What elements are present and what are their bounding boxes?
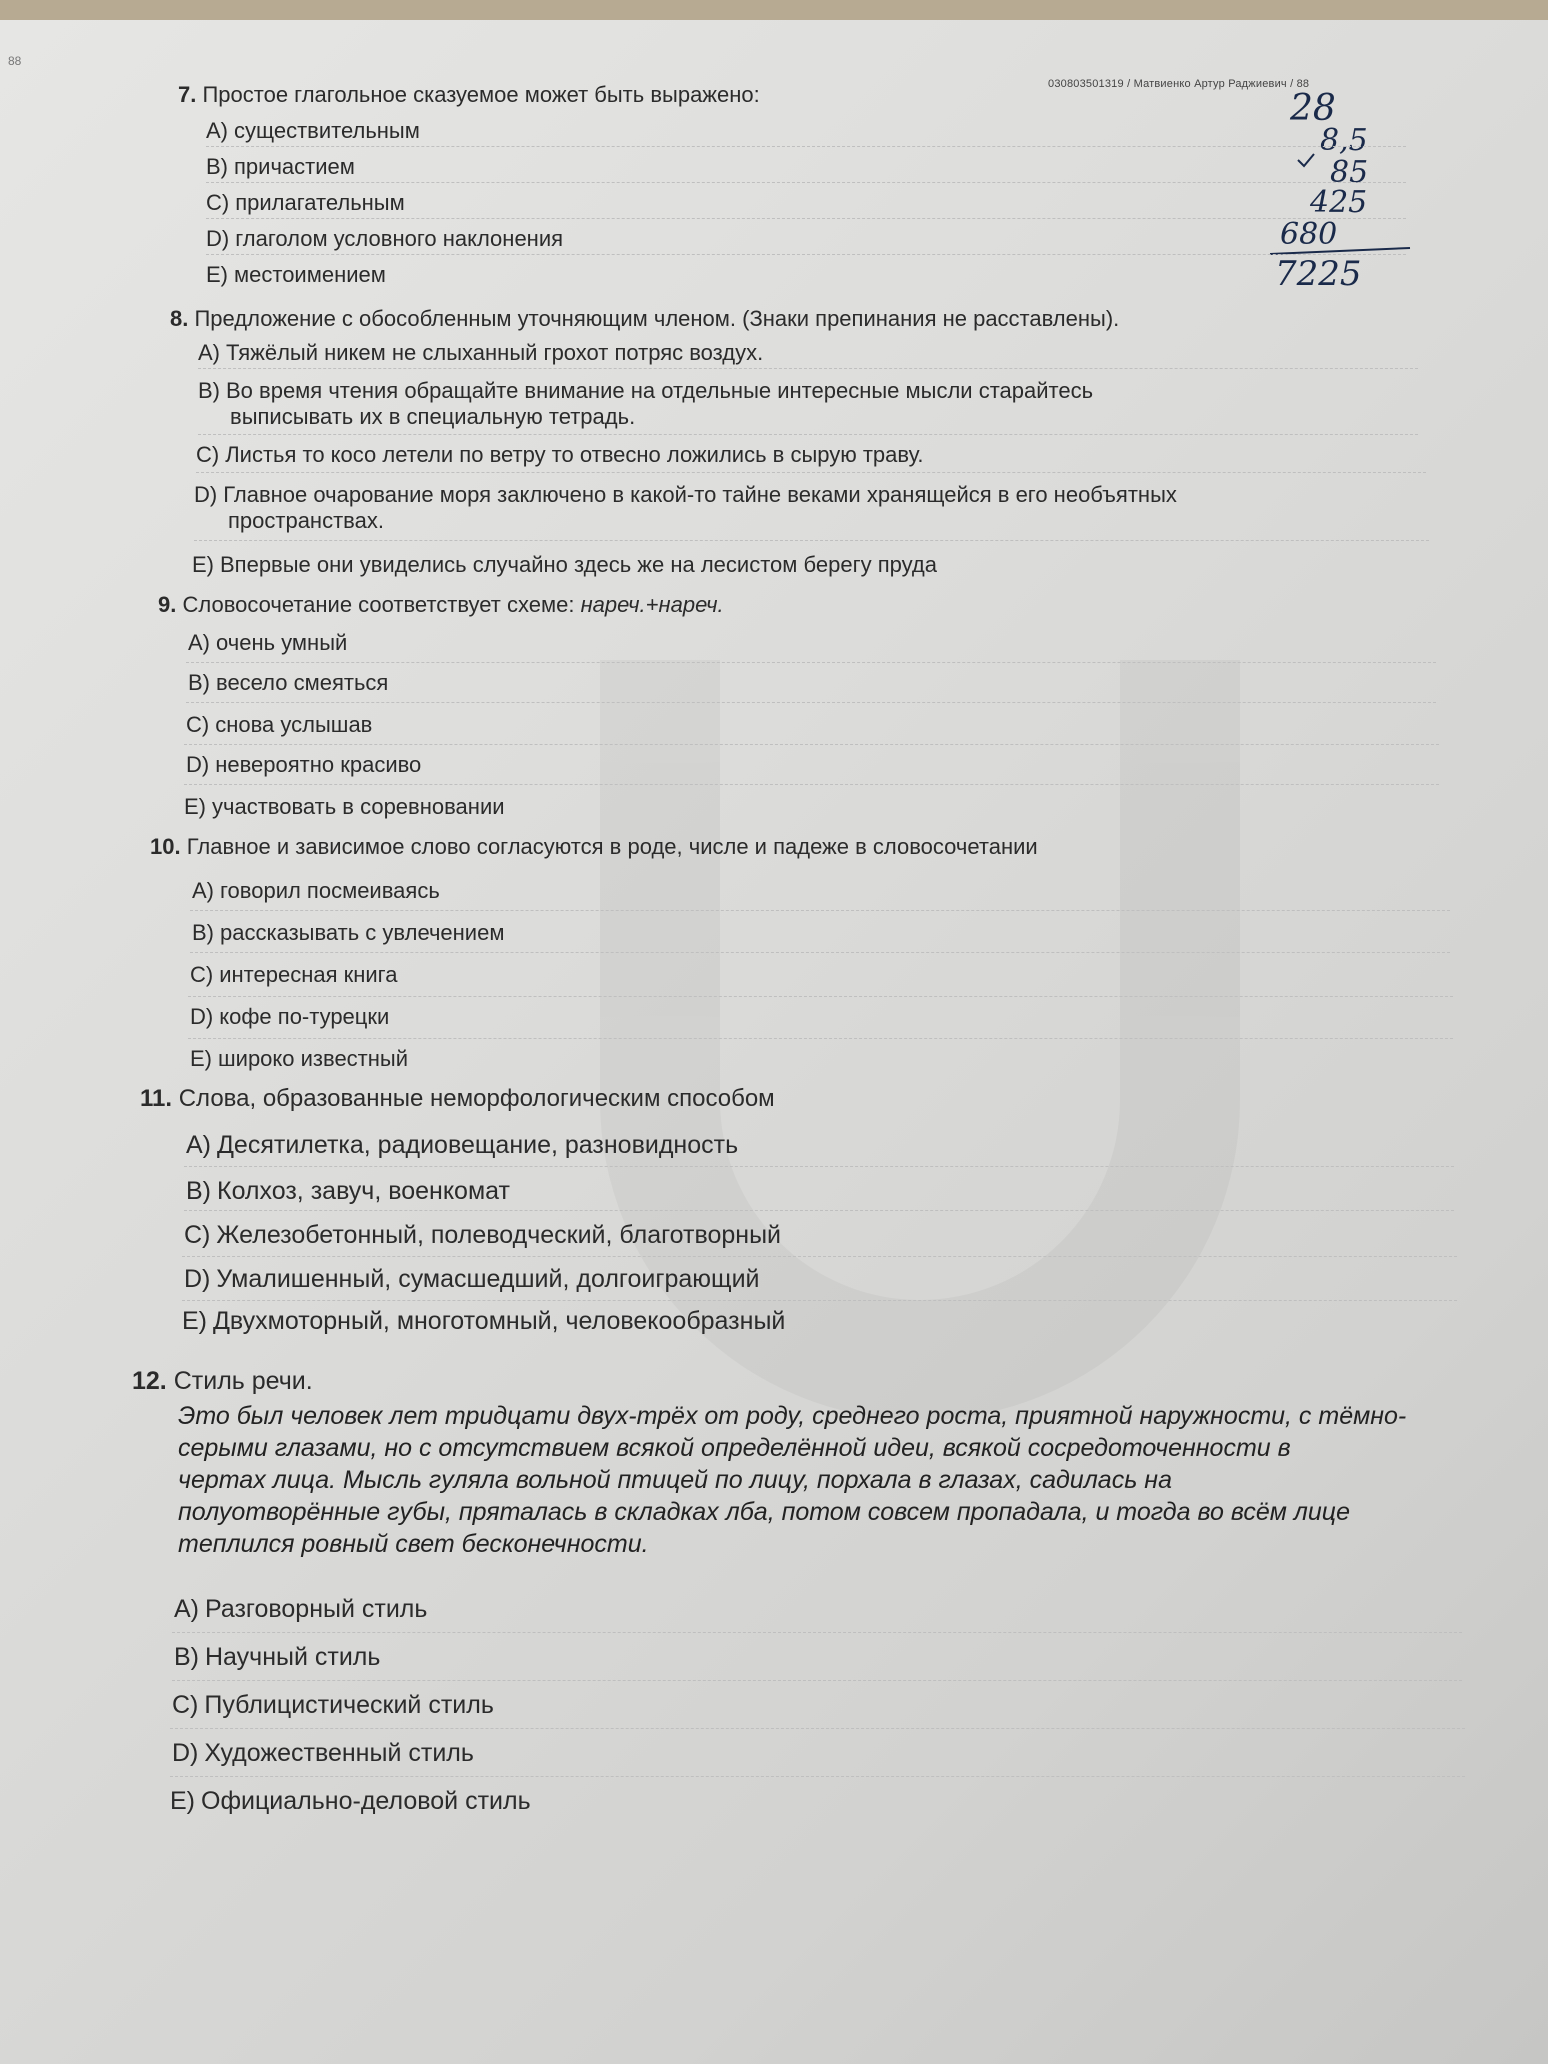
option-letter: E) [192, 552, 214, 577]
option-text: снова услышав [215, 712, 373, 737]
option-text: Научный стиль [205, 1643, 381, 1671]
option-12c[interactable] [172, 1690, 494, 1720]
question-9 [158, 592, 724, 618]
option-letter: B) [188, 670, 210, 695]
divider [206, 146, 1406, 147]
divider [190, 952, 1450, 953]
option-text: невероятно красиво [215, 752, 422, 777]
divider [186, 702, 1436, 703]
option-7b[interactable] [206, 154, 355, 180]
divider [184, 744, 1439, 745]
option-11e[interactable] [182, 1306, 785, 1336]
question-number: 10. [150, 834, 181, 859]
question-text: Предложение с обособленным уточняющим членом. (Знаки препинания не расставлены). [194, 306, 1120, 331]
option-letter: C) [206, 190, 230, 215]
divider [206, 182, 1406, 183]
option-text: прилагательным [235, 190, 405, 215]
option-letter: B) [174, 1643, 199, 1671]
option-text: Публицистический стиль [204, 1691, 494, 1719]
option-12b[interactable] [174, 1642, 380, 1672]
passage-line-1: Это был человек лет тридцати двух-трёх от роду, среднего роста, приятной наружности, с тёмно- [178, 1402, 1407, 1430]
hw-line-2: 8,5 [1320, 123, 1368, 158]
option-8a[interactable] [198, 340, 763, 366]
option-letter: A) [188, 630, 210, 655]
option-text: кофе по-турецки [219, 1004, 390, 1029]
option-letter: C) [186, 712, 210, 737]
divider [206, 254, 1406, 255]
divider [182, 1300, 1457, 1301]
hw-check-mark [1298, 154, 1314, 166]
divider [184, 1166, 1454, 1167]
divider [172, 1632, 1462, 1633]
option-letter: E) [170, 1787, 195, 1815]
option-7d[interactable] [206, 226, 563, 252]
option-12e[interactable] [170, 1786, 531, 1816]
option-text: глаголом условного наклонения [235, 226, 564, 251]
option-9a[interactable] [188, 630, 347, 656]
option-letter: B) [192, 920, 214, 945]
option-12a[interactable] [174, 1594, 427, 1624]
question-scheme: нареч.+нареч. [580, 592, 724, 617]
hw-line-1: 28 [1290, 90, 1336, 129]
divider [206, 218, 1406, 219]
literary-passage [178, 1368, 1478, 1560]
divider [172, 1680, 1462, 1681]
option-letter: A) [206, 118, 228, 143]
student-id-header: 030803501319 / Матвиенко Артур Раджиевич / 88 [1048, 78, 1310, 90]
option-text: интересная книга [219, 962, 398, 987]
hw-line-6: 7225 [1275, 254, 1362, 294]
question-text: Словосочетание соответствует схеме: [182, 592, 581, 617]
question-8 [170, 306, 1119, 332]
passage-line-4: полуотворённые губы, пряталась в складках лба, потом совсем пропадала, и тогда во всём лице [178, 1498, 1351, 1526]
option-text: причастием [234, 154, 355, 179]
option-text: существительным [234, 118, 420, 143]
option-letter: B) [198, 378, 220, 403]
option-letter: E) [184, 794, 206, 819]
option-11b[interactable] [186, 1176, 510, 1206]
handwriting-svg [1270, 90, 1420, 310]
option-letter: C) [184, 1221, 211, 1249]
option-10e[interactable] [190, 1046, 408, 1072]
option-letter: B) [206, 154, 228, 179]
option-letter: A) [186, 1131, 211, 1159]
option-letter: C) [196, 442, 220, 467]
option-10b[interactable] [192, 920, 504, 946]
question-11 [140, 1084, 775, 1114]
option-8e[interactable] [192, 552, 937, 578]
question-number: 8. [170, 306, 189, 331]
option-7e[interactable] [206, 262, 386, 288]
option-11a[interactable] [186, 1130, 738, 1160]
option-11d[interactable] [184, 1264, 760, 1294]
option-letter: B) [186, 1177, 211, 1205]
option-letter: A) [192, 878, 214, 903]
option-letter: E) [206, 262, 228, 287]
option-12d[interactable] [172, 1738, 474, 1768]
divider [186, 662, 1436, 663]
option-text: широко известный [218, 1046, 409, 1071]
option-letter: D) [206, 226, 230, 251]
option-text: очень умный [216, 630, 348, 655]
divider [188, 1038, 1453, 1039]
divider [198, 434, 1418, 435]
option-text: Художественный стиль [204, 1739, 474, 1767]
question-text: Стиль речи. [173, 1367, 313, 1395]
option-10c[interactable] [190, 962, 397, 988]
option-text: участвовать в соревновании [212, 794, 505, 819]
passage-line-3: чертах лица. Мысль гуляла вольной птицей по лицу, порхала в глазах, садилась на [178, 1466, 1172, 1494]
passage-line-5: теплился ровный свет бесконечности. [178, 1530, 649, 1558]
option-text: весело смеяться [216, 670, 389, 695]
option-letter: C) [172, 1691, 199, 1719]
option-letter: D) [172, 1739, 199, 1767]
divider [194, 540, 1429, 541]
passage-line-2: серыми глазами, но с отсутствием всякой определённой идеи, всякой сосредоточенности в [178, 1434, 1291, 1462]
option-letter: E) [182, 1307, 207, 1335]
hw-line-3: 85 [1330, 155, 1369, 190]
option-letter: D) [184, 1265, 211, 1293]
option-text: Колхоз, завуч, военкомат [217, 1177, 510, 1205]
option-text: Тяжёлый никем не слыханный грохот потряс воздух. [226, 340, 764, 365]
page-corner-number: 88 [8, 54, 22, 68]
option-10a[interactable] [192, 878, 440, 904]
divider [198, 368, 1418, 369]
option-letter: A) [174, 1595, 199, 1623]
option-8d-continuation: пространствах. [228, 508, 384, 533]
option-letter: D) [194, 482, 218, 507]
divider [188, 996, 1453, 997]
option-10d[interactable] [190, 1004, 389, 1030]
option-text: Двухмоторный, многотомный, человекообразный [213, 1307, 786, 1335]
question-text: Простое глагольное сказуемое может быть выражено: [202, 82, 760, 107]
option-9c[interactable] [186, 712, 372, 738]
option-text: Разговорный стиль [205, 1595, 428, 1623]
question-7 [178, 82, 760, 108]
question-number: 9. [158, 592, 177, 617]
option-letter: D) [186, 752, 210, 777]
option-9b[interactable] [188, 670, 388, 696]
hw-line-5: 680 [1280, 217, 1338, 252]
option-letter: C) [190, 962, 214, 987]
option-text: Листья то косо летели по ветру то отвесно ложились в сырую траву. [225, 442, 924, 467]
divider [184, 784, 1439, 785]
option-8d[interactable] [194, 482, 1177, 508]
option-text: рассказывать с увлечением [220, 920, 505, 945]
option-7a[interactable] [206, 118, 420, 144]
option-text: местоимением [234, 262, 386, 287]
option-letter: D) [190, 1004, 214, 1029]
divider [182, 1256, 1457, 1257]
option-text: Официально-деловой стиль [201, 1787, 531, 1815]
option-text: Главное очарование моря заключено в какой-то тайне веками хранящейся в его необъятных [223, 482, 1177, 507]
option-text: Умалишенный, сумасшедший, долгоиграющий [216, 1265, 760, 1293]
hw-line-4: 425 [1310, 185, 1368, 220]
option-letter: E) [190, 1046, 212, 1071]
option-8c[interactable] [196, 442, 924, 468]
divider [190, 910, 1450, 911]
option-text: Впервые они увиделись случайно здесь же на лесистом берегу пруда [220, 552, 937, 577]
divider [196, 472, 1426, 473]
question-number: 12. [132, 1367, 167, 1395]
option-text: говорил посмеиваясь [220, 878, 440, 903]
option-text: Железобетонный, полеводческий, благотворный [216, 1221, 782, 1249]
option-text: Десятилетка, радиовещание, разновидность [217, 1131, 739, 1159]
question-number: 7. [178, 82, 197, 107]
divider [184, 1210, 1454, 1211]
option-11c[interactable] [184, 1220, 781, 1250]
option-8b-continuation: выписывать их в специальную тетрадь. [230, 404, 636, 429]
option-8b[interactable] [198, 378, 1093, 404]
option-9d[interactable] [186, 752, 421, 778]
option-7c[interactable] [206, 190, 405, 216]
question-number: 11. [140, 1085, 173, 1112]
question-text: Слова, образованные неморфологическим способом [178, 1085, 775, 1112]
question-10 [150, 834, 1038, 860]
divider [170, 1776, 1465, 1777]
option-text: Во время чтения обращайте внимание на отдельные интересные мысли старайтесь [226, 378, 1094, 403]
question-text: Главное и зависимое слово согласуются в роде, числе и падеже в словосочетании [186, 834, 1038, 859]
option-letter: A) [198, 340, 220, 365]
option-9e[interactable] [184, 794, 505, 820]
divider [170, 1728, 1465, 1729]
